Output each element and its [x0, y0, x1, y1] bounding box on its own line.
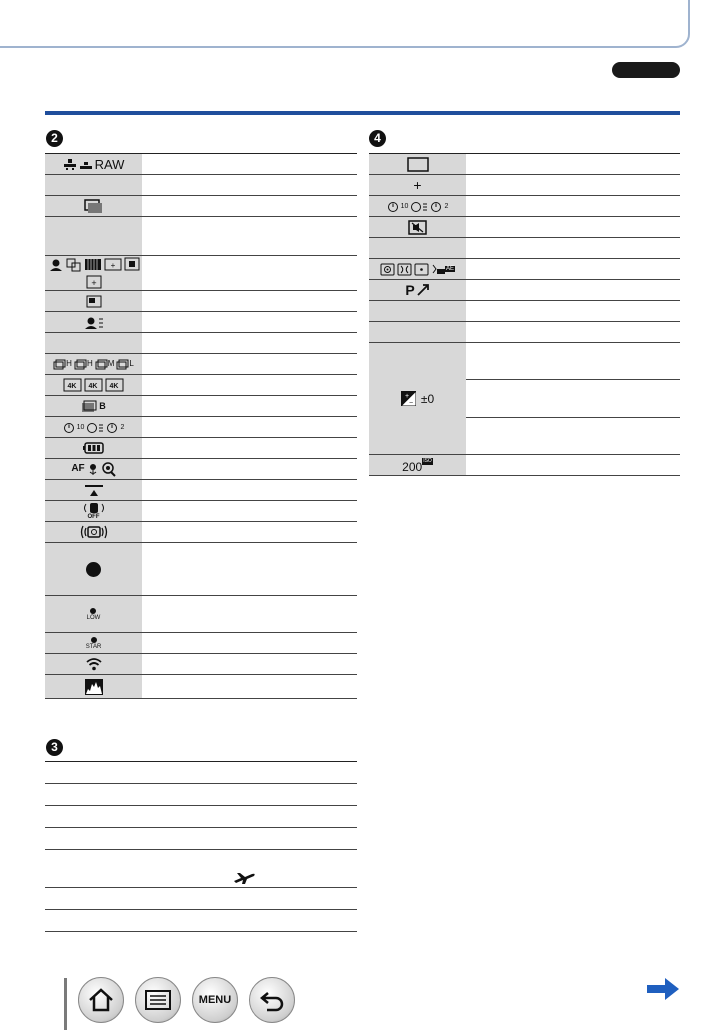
program-p-label: P	[405, 282, 415, 298]
raw-label: RAW	[94, 156, 125, 172]
icon-cell	[45, 291, 142, 311]
icon-cell	[45, 175, 142, 195]
histogram-icon	[85, 679, 103, 695]
record-low-label: LOW	[86, 614, 101, 621]
description-cell	[466, 217, 680, 237]
table-row	[45, 806, 357, 828]
icon-cell	[45, 333, 142, 353]
macro-flower-icon	[87, 462, 99, 476]
burst-frames-icon	[74, 359, 87, 370]
svg-text:+: +	[90, 278, 97, 289]
record-low-icon-group	[87, 608, 101, 621]
page-header-frame	[0, 0, 690, 48]
timer-2-label: 2	[120, 423, 125, 431]
timer-icon	[106, 421, 118, 434]
burst-frames-icon	[53, 359, 66, 370]
icon-cell	[45, 375, 142, 395]
table-row	[45, 354, 357, 375]
section-4-table	[369, 153, 680, 476]
description-cell	[142, 522, 357, 542]
icon-cell	[45, 154, 142, 174]
icon-cell	[369, 175, 466, 195]
burst-speed-label: M	[107, 359, 115, 368]
record-star-icon-group	[86, 637, 102, 650]
center-metering-icon	[397, 263, 412, 276]
spot-target-plus: +	[413, 177, 422, 193]
description-cell	[142, 459, 357, 479]
table-row	[369, 322, 680, 343]
description-cell	[142, 501, 357, 521]
table-row	[45, 762, 357, 784]
icon-cell	[369, 217, 466, 237]
spot-metering-icon	[414, 263, 429, 276]
description-cell	[466, 280, 680, 300]
icon-cell	[369, 301, 466, 321]
description-cell	[466, 322, 680, 342]
description-cell	[142, 633, 357, 653]
table-row	[45, 675, 357, 699]
icon-cell	[45, 217, 142, 255]
table-row	[45, 828, 357, 850]
iso-group	[402, 458, 433, 473]
description-cell	[142, 375, 357, 395]
table-row	[45, 459, 357, 480]
table-row	[45, 256, 357, 291]
icon-cell	[45, 312, 142, 332]
timer-icon	[63, 421, 75, 434]
icon-cell	[369, 154, 466, 174]
4k-photo-icon	[84, 378, 103, 392]
section-2-table	[45, 153, 357, 699]
section-3-number: 3	[46, 739, 63, 756]
table-row	[369, 238, 680, 259]
timer-2-label: 2	[444, 202, 449, 210]
airplane-icon	[233, 867, 257, 885]
multi-metering-icon	[380, 263, 395, 276]
4k-photo-icon	[63, 378, 82, 392]
description-cell	[142, 154, 357, 174]
icon-cell	[369, 322, 466, 342]
description-subcell	[466, 343, 680, 380]
af-area-frame-icon	[407, 157, 429, 172]
back-arrow-icon	[258, 988, 286, 1012]
record-low-icon	[90, 608, 96, 614]
icon-cell	[369, 343, 466, 454]
timer-icon	[430, 200, 442, 213]
home-button[interactable]	[78, 977, 124, 1023]
table-row	[45, 333, 357, 354]
burst-speed-label: H	[86, 359, 93, 368]
chapter-tab	[612, 62, 680, 78]
description-cell	[466, 455, 680, 475]
table-row	[369, 455, 680, 476]
timer-icon	[387, 200, 399, 213]
timer-burst-icon	[86, 421, 104, 434]
description-subcell	[466, 380, 680, 417]
description-cell	[466, 154, 680, 174]
svg-text:4K: 4K	[109, 383, 119, 390]
timer-10-label: 10	[76, 423, 85, 431]
quality-standard-icon	[79, 157, 93, 171]
icon-cell	[45, 417, 142, 437]
table-row	[45, 543, 357, 596]
iso-badge-label: ISO	[423, 457, 432, 464]
burst-icon	[116, 359, 133, 370]
macro-zoom-icon	[101, 462, 116, 477]
battery-icon	[83, 442, 104, 454]
icon-cell	[369, 455, 466, 475]
program-shift-arrow-icon	[417, 283, 430, 297]
table-row	[45, 633, 357, 654]
description-cell	[142, 175, 357, 195]
home-icon	[87, 987, 115, 1013]
description-cell	[466, 301, 680, 321]
post-focus-label: B	[99, 400, 106, 411]
icon-cell	[45, 480, 142, 500]
custom-multi-af-icon	[104, 257, 122, 272]
svg-text:4K: 4K	[67, 383, 77, 390]
section-2-number: 2	[46, 130, 63, 147]
icon-cell	[45, 438, 142, 458]
section-3-table	[45, 761, 357, 932]
description-cell	[142, 396, 357, 416]
pinpoint-af-icon	[86, 275, 102, 289]
icon-cell	[369, 280, 466, 300]
description-cell	[142, 675, 357, 698]
icon-cell	[45, 596, 142, 632]
stabilizer-off-group	[82, 502, 106, 520]
burst-icon	[74, 359, 93, 370]
description-cell	[142, 196, 357, 216]
quality-fine-icon	[63, 157, 77, 171]
stabilizer-hand-icon	[82, 502, 106, 514]
table-row	[45, 850, 357, 888]
iso-value-label: 200	[402, 459, 423, 474]
section-4-number: 4	[369, 130, 386, 147]
table-row	[369, 154, 680, 175]
icon-cell	[45, 633, 142, 653]
burst-icon	[53, 359, 72, 370]
description-cell	[466, 175, 680, 195]
face-eye-af-icon	[48, 257, 64, 272]
table-row	[369, 217, 680, 238]
description-subcell	[466, 418, 680, 454]
hdr-icon	[84, 199, 103, 214]
stabilizer-off-label: OFF	[87, 514, 100, 520]
table-row	[369, 301, 680, 322]
burst-icon	[95, 359, 115, 370]
table-row	[369, 175, 680, 196]
icon-cell	[45, 354, 142, 374]
face-detection-icon	[84, 315, 104, 330]
table-row	[45, 217, 357, 256]
table-row	[45, 438, 357, 459]
svg-text:−: −	[408, 400, 413, 406]
icon-cell	[45, 654, 142, 674]
49-area-af-icon	[84, 257, 102, 272]
table-row	[369, 280, 680, 301]
icon-cell	[45, 543, 142, 595]
svg-text:+: +	[404, 393, 409, 400]
icon-cell	[45, 675, 142, 698]
description-cell	[142, 291, 357, 311]
table-row	[369, 343, 680, 455]
table-row	[45, 910, 357, 932]
burst-speed-label: L	[129, 359, 134, 368]
burst-frames-icon	[95, 359, 108, 370]
description-cell	[142, 333, 357, 353]
record-star-label: STAR	[85, 643, 102, 650]
table-row	[45, 291, 357, 312]
section-divider	[45, 111, 680, 115]
record-star-icon	[91, 637, 97, 643]
focus-distance-icon	[84, 484, 104, 497]
description-cell	[142, 438, 357, 458]
tracking-af-icon	[66, 257, 82, 272]
menu-button[interactable]	[192, 977, 238, 1023]
icon-cell	[45, 196, 142, 216]
table-row	[45, 312, 357, 333]
table-row	[45, 654, 357, 675]
description-cell	[142, 256, 357, 290]
icon-cell	[369, 238, 466, 258]
table-row	[45, 784, 357, 806]
icon-cell	[45, 522, 142, 542]
table-row	[369, 259, 680, 280]
1-area-af-icon	[124, 257, 140, 271]
description-cell	[142, 480, 357, 500]
table-row	[45, 888, 357, 910]
description-cell	[466, 238, 680, 258]
svg-text:+: +	[110, 260, 115, 270]
svg-text:4K: 4K	[88, 383, 98, 390]
icon-cell	[45, 396, 142, 416]
table-row	[45, 375, 357, 396]
table-row	[45, 596, 357, 633]
wifi-icon	[86, 657, 102, 671]
table-row	[45, 396, 357, 417]
table-row	[45, 196, 357, 217]
icon-cell	[45, 256, 142, 290]
post-focus-icon	[81, 400, 97, 413]
af-label: AF	[71, 463, 85, 474]
silent-mode-icon	[408, 220, 427, 235]
4k-photo-icon	[105, 378, 124, 392]
table-row	[45, 501, 357, 522]
exposure-value-label: ±0	[420, 391, 435, 406]
picture-in-picture-icon	[86, 295, 102, 308]
burst-frames-icon	[116, 359, 129, 370]
burst-speed-label: H	[66, 359, 72, 368]
ae-label: AE	[445, 266, 454, 272]
back-button[interactable]	[249, 977, 295, 1023]
timer-10-label: 10	[400, 202, 409, 210]
description-cell	[142, 596, 357, 632]
description-cell	[142, 312, 357, 332]
highlight-metering-icon	[431, 263, 445, 275]
description-cell	[142, 654, 357, 674]
menu-label: MENU	[198, 994, 232, 1006]
description-cell	[142, 543, 357, 595]
nav-divider	[64, 978, 67, 1030]
description-cell	[142, 217, 357, 255]
contents-button[interactable]	[135, 977, 181, 1023]
table-row	[45, 175, 357, 196]
description-cell	[466, 343, 680, 454]
timer-burst-icon	[410, 200, 428, 213]
highlight-weighted-group	[431, 263, 455, 275]
icon-cell	[45, 501, 142, 521]
table-row	[45, 480, 357, 501]
icon-cell	[369, 196, 466, 216]
next-page-arrow-icon[interactable]	[645, 975, 681, 1003]
description-cell	[142, 417, 357, 437]
exposure-comp-icon	[401, 391, 416, 406]
stabilizer-camera-icon	[80, 524, 108, 540]
table-row	[45, 154, 357, 175]
table-row	[45, 417, 357, 438]
icon-cell	[45, 459, 142, 479]
icon-cell	[369, 259, 466, 279]
list-icon	[144, 988, 172, 1012]
table-row	[369, 196, 680, 217]
description-cell	[142, 354, 357, 374]
table-row	[45, 522, 357, 543]
description-cell	[466, 259, 680, 279]
record-dot-icon	[86, 562, 101, 577]
description-cell	[466, 196, 680, 216]
